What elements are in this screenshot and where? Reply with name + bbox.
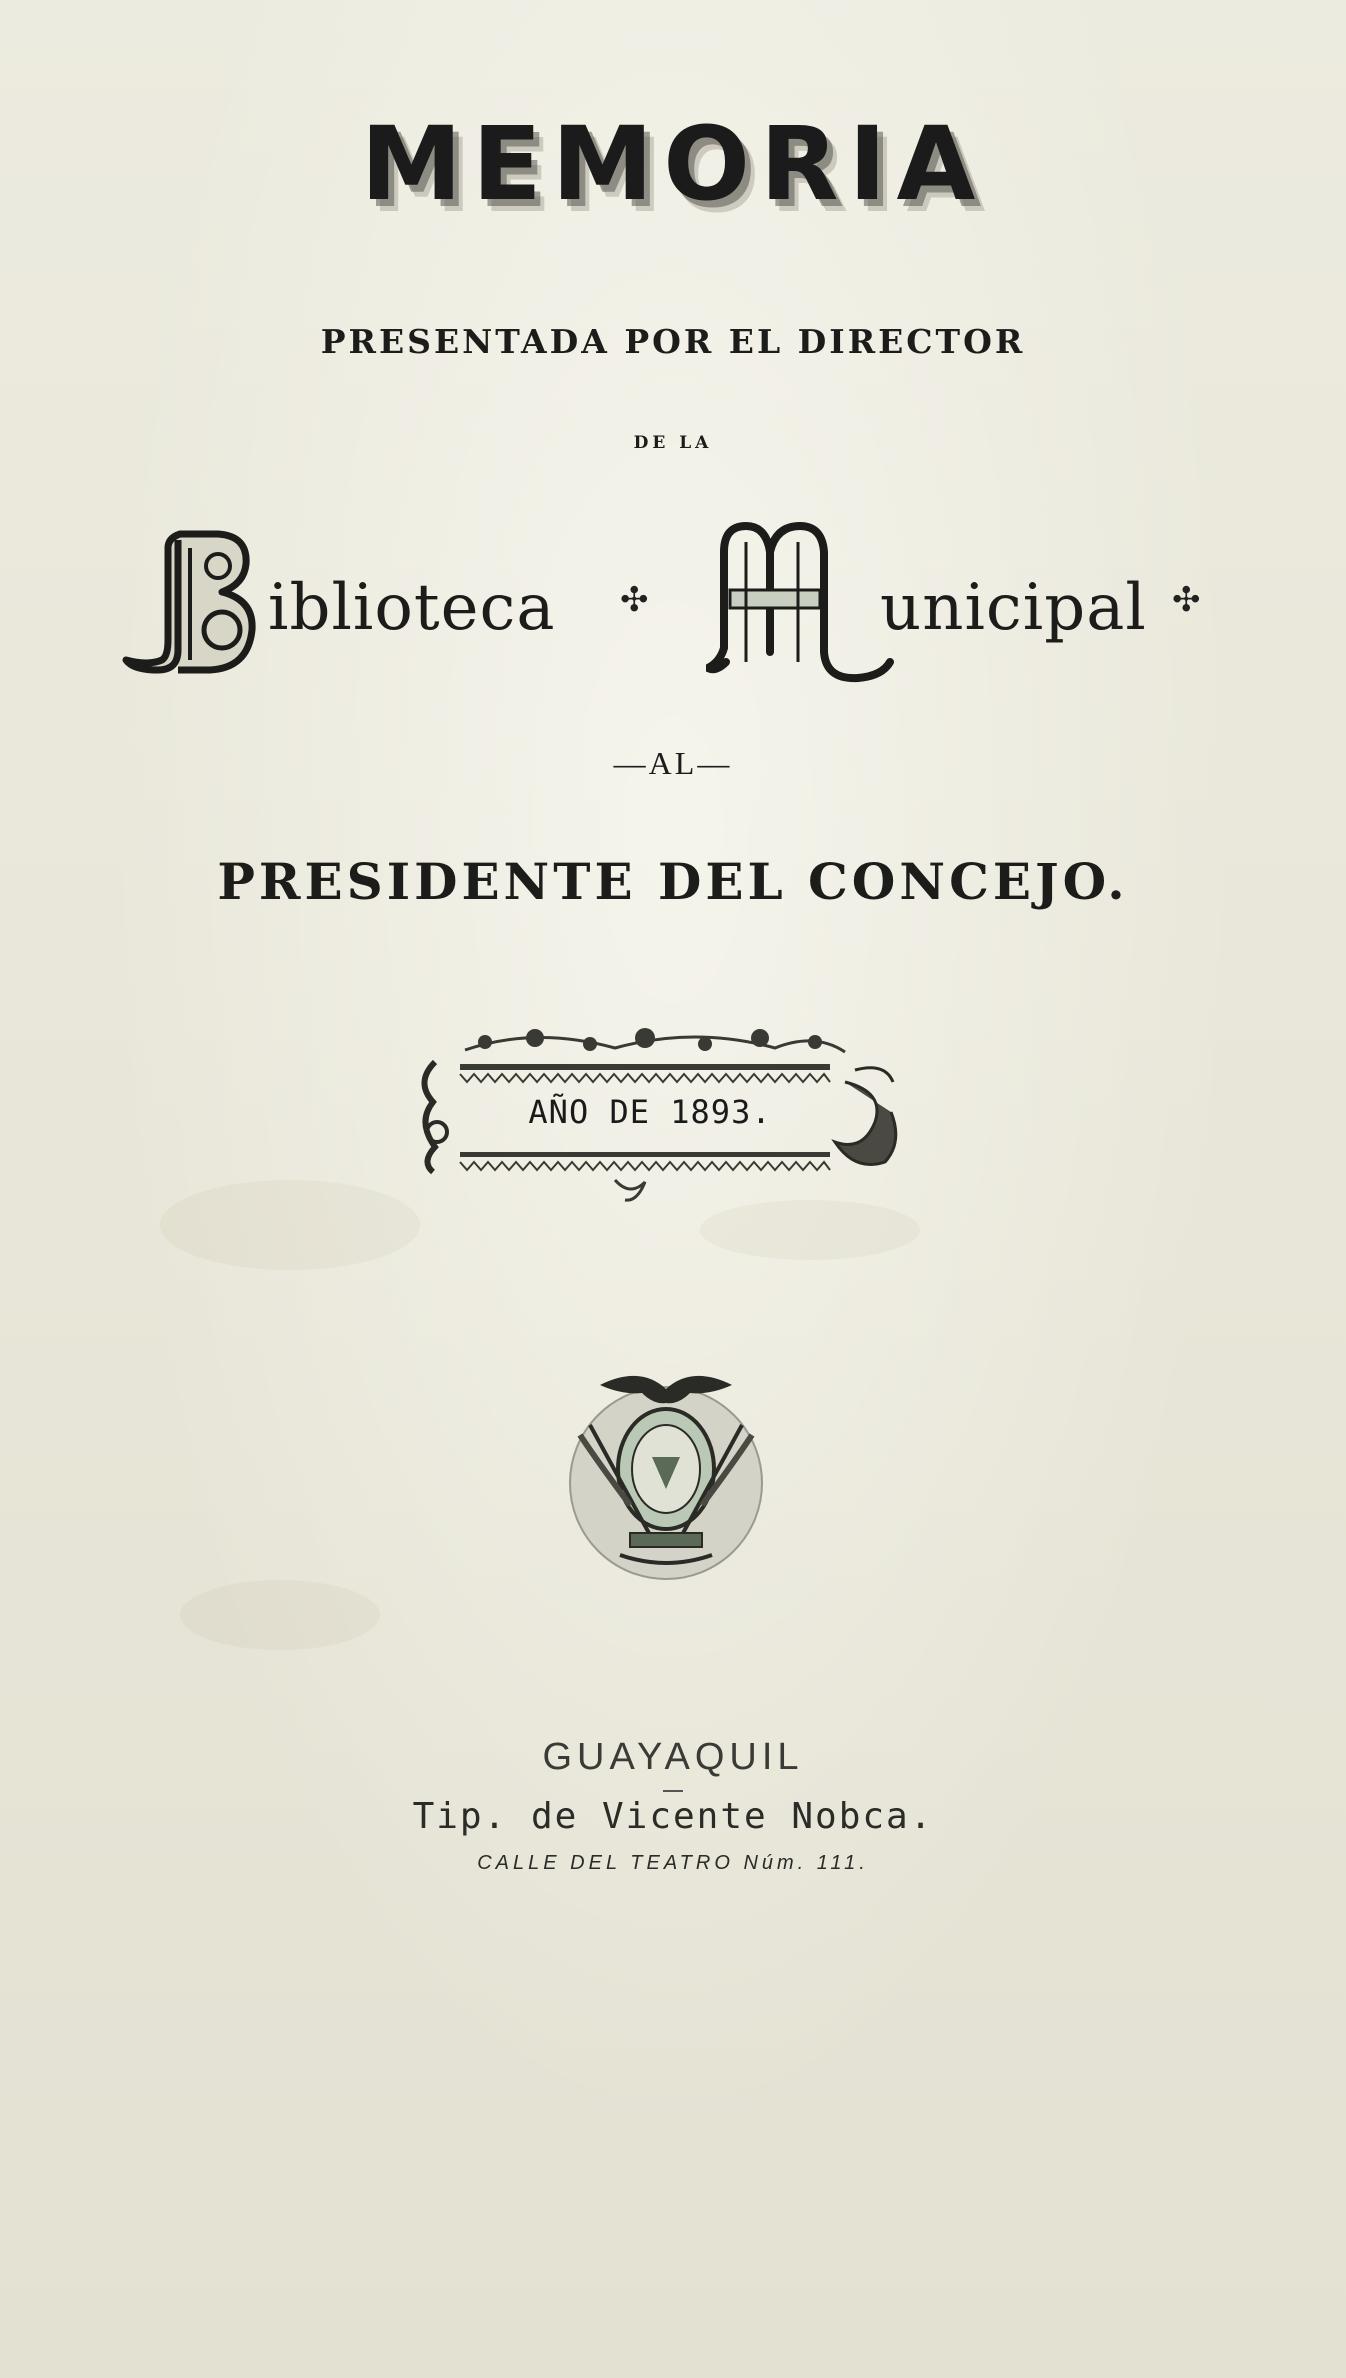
imprint-printer: Tip. de Vicente Nobca.: [412, 1796, 934, 1837]
paper-stain: [180, 1580, 380, 1650]
coat-of-arms-icon: [560, 1365, 772, 1580]
institution-name: [0, 520, 1346, 700]
year-label: AÑO DE 1893.: [528, 1093, 772, 1131]
imprint-divider: [663, 1790, 683, 1792]
subtitle-line-1: PRESENTADA POR EL DIRECTOR: [320, 322, 1026, 361]
title-block: [0, 105, 1346, 225]
recipient-title: PRESIDENTE DEL CONCEJO.: [217, 852, 1129, 911]
separator-cross-icon: ✣: [1172, 580, 1201, 620]
institution-word-1: iblioteca: [268, 571, 556, 645]
institution-word-2: unicipal: [880, 571, 1147, 645]
paper-stain: [160, 1180, 420, 1270]
connector-text: —AL—: [613, 745, 733, 781]
imprint-address: CALLE DEL TEATRO Núm. 111.: [477, 1852, 869, 1874]
page-title: MEMORIA: [360, 105, 986, 224]
subtitle-line-2: DE LA: [633, 433, 713, 453]
imprint-city: GUAYAQUIL: [542, 1736, 804, 1778]
separator-cross-icon: ✣: [620, 580, 649, 620]
initial-b-icon: [118, 520, 268, 680]
initial-m-icon: [706, 512, 896, 692]
